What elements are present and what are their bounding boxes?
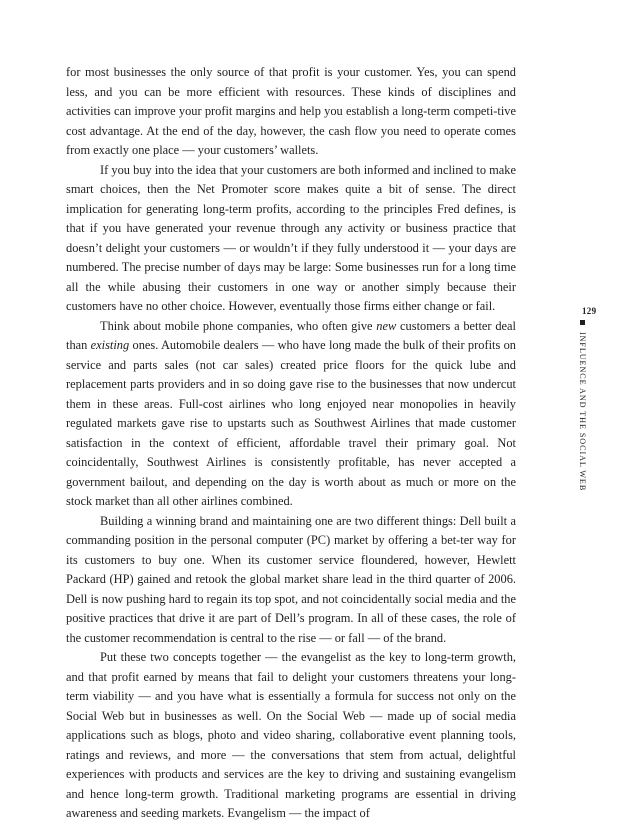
paragraph-3	[66, 317, 516, 512]
running-head	[578, 320, 587, 491]
emphasis-new: new	[376, 318, 397, 333]
paragraph-5: Put these two concepts together — the evangelist as the key to long-term growth, and that profit earned by means that fail to delight your customers threatens your long-term viability — and you have what is essentially a formula for success not only on the Social Web but in businesses as well. On the Social Web — made up of social media applications such as blogs, photo and video sharing, collaborative event planning tools, ratings and reviews, and more — the conversations that stem from actual, delightful experiences with products and services are the key to driving and sustaining evangelism and hence long-term growth. Traditional marketing programs are essential in driving awareness and seeding markets. Evangelism — the impact of	[66, 650, 516, 820]
paragraph-3-part-3: ones. Automobile dealers — who have long made the bulk of their profits on service and parts sales (not car sales) created price floors for the quick lube and replacement parts providers and in so doing gave rise to the businesses that now undercut them in these areas. Full-cost airlines who long enjoyed near monopolies in heavily regulated markets gave rise to upstarts such as Southwest Airlines that made customer satisfaction in the context of efficient, affordable travel their primary goal. Not coincidentally, Southwest Airlines is consistently profitable, has never accepted a government bailout, and depending on the day is worth about as much or more on the stock market than all other airlines combined.	[66, 338, 516, 508]
margin-marker	[578, 306, 612, 496]
paragraph-4: Building a winning brand and maintaining one are two different things: Dell built a commanding position in the personal computer (PC) market by offering a bet-ter way for its customers to buy one. When its customer service floundered, however, Hewlett Packard (HP) gained and retook the global market share lead in the third quarter of 2006. Dell is now pushing hard to regain its top spot, and not coincidentally social media and the positive practices that drive it are part of Dell’s program. In all of these cases, the role of the customer recommendation is central to the rise — or fall — of the brand.	[66, 513, 516, 645]
paragraph-3-part-2: customers a better deal than	[66, 318, 516, 352]
paragraph-3-part-1: Think about mobile phone companies, who often give	[100, 318, 377, 333]
page-number: 129	[582, 306, 597, 316]
paragraph-1: for most businesses the only source of that profit is your customer. Yes, you can spend less, and you can be more efficient with resources. These kinds of disciplines and activities can improve your profit margins and help you establish a long-term competi-tive cost advantage. At the end of the day, however, the cash flow you need to operate comes from exactly one place — your customers’ wallets.	[66, 65, 516, 157]
paragraph-2: If you buy into the idea that your customers are both informed and inclined to make smart choices, then the Net Promoter score makes quite a bit of sense. The direct implication for generating long-term profits, according to the principles Fred defines, is that if you have generated your revenue through any activity or business practice that doesn’t delight your customers — or wouldn’t if they fully understood it — your days are numbered. The precise number of days may be large: Some businesses run for a long time all the while abusing their customers in one way or another simply because their customers have no other choice. However, eventually those firms either change or fail.	[66, 162, 516, 313]
body-text	[66, 63, 516, 824]
square-bullet-icon	[580, 320, 585, 325]
running-head-text: INFLUENCE AND THE SOCIAL WEB	[578, 331, 587, 492]
emphasis-existing: existing	[90, 338, 130, 352]
